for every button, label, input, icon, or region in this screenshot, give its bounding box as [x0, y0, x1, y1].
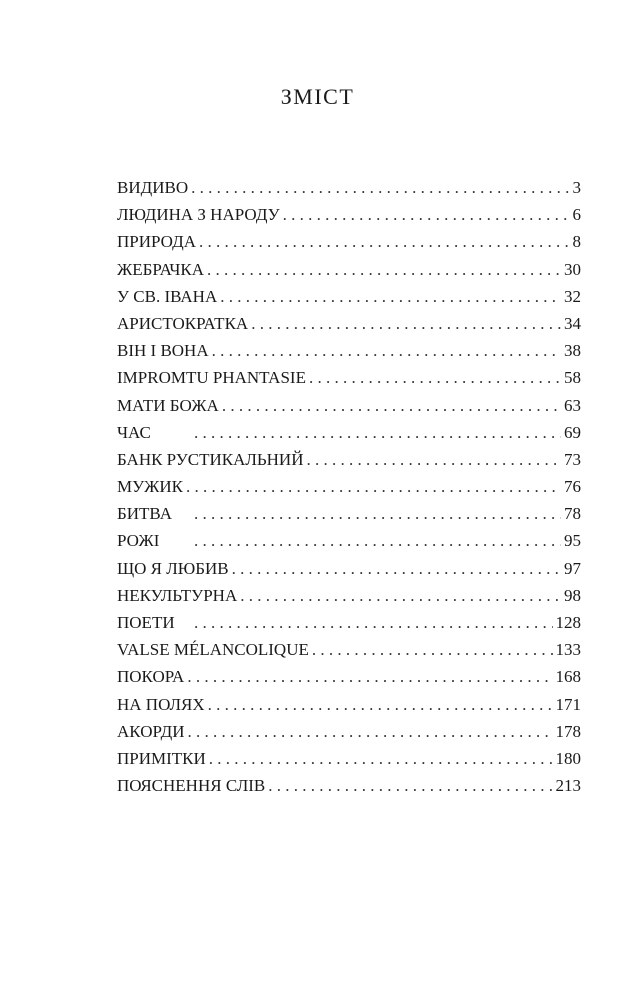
toc-entry-page-number: 133 [555, 640, 581, 660]
toc-entry [117, 337, 581, 364]
dot-leader [212, 337, 561, 364]
toc-entry [117, 392, 581, 419]
toc-entry-page-number: 38 [564, 341, 581, 361]
toc-entry [117, 718, 581, 745]
dot-leader [208, 691, 553, 718]
toc-entry-title: БИТВА [117, 504, 172, 524]
toc-entry [117, 419, 581, 446]
dot-leader [240, 582, 561, 609]
toc-entry [117, 283, 581, 310]
toc-entry [117, 446, 581, 473]
toc-entry-title: АРИСТОКРАТКА [117, 313, 249, 333]
toc-entry-page-number: 30 [564, 259, 581, 279]
toc-entry [117, 527, 581, 554]
toc-entry-page-number: 76 [564, 477, 581, 497]
dot-leader [222, 392, 561, 419]
toc-entry [117, 256, 581, 283]
toc-entry [117, 691, 581, 718]
dot-leader [194, 500, 561, 527]
toc-entry [117, 609, 581, 636]
toc-entry [117, 582, 581, 609]
toc-entry-page-number: 78 [564, 504, 581, 524]
toc-entry-title: РОЖІ [117, 531, 160, 551]
toc-entry-page-number: 73 [564, 449, 581, 469]
dot-leader [220, 283, 561, 310]
dot-leader [251, 310, 561, 337]
toc-entry-title: ВИДИВО [117, 178, 189, 197]
dot-leader [194, 527, 561, 554]
toc-entry-title: ВІН І ВОНА [117, 341, 209, 361]
toc-entry [117, 745, 581, 772]
dot-leader [309, 364, 561, 391]
toc-entry [117, 555, 581, 582]
toc-entry-title: ПОКОРА [117, 667, 185, 687]
toc-entry-title: VALSE MÉLANCOLIQUE [117, 640, 309, 660]
toc-entry-title: МУЖИК [117, 477, 183, 497]
dot-leader [191, 174, 569, 201]
dot-leader [188, 718, 553, 745]
toc-entry-title: ПОЯСНЕННЯ СЛІВ [117, 776, 266, 796]
toc-heading: ЗМІСТ [280, 84, 355, 109]
toc-entry [117, 772, 581, 799]
toc-entry-title: У СВ. ІВАНА [117, 286, 218, 306]
toc-entry-title: МАТИ БОЖА [117, 395, 219, 415]
toc-entry-title: НА ПОЛЯХ [117, 694, 205, 714]
dot-leader [186, 473, 561, 500]
toc-entry-page-number: 213 [555, 776, 581, 796]
toc-entry [117, 663, 581, 690]
toc-entry [117, 174, 581, 201]
toc-entry [117, 364, 581, 391]
toc-entry-page-number: 34 [564, 313, 581, 333]
toc-entry-page-number: 63 [564, 395, 581, 415]
toc-entry [117, 310, 581, 337]
toc-entry-title: ЧАС [117, 422, 151, 442]
toc-entry [117, 201, 581, 228]
toc-entry-page-number: 58 [564, 368, 581, 388]
dot-leader [207, 256, 561, 283]
toc-entry-title: ЩО Я ЛЮБИВ [117, 558, 229, 578]
toc-entry-page-number: 32 [564, 286, 581, 306]
toc-entry [117, 228, 581, 255]
toc-entry-title: ПРИРОДА [117, 232, 196, 252]
dot-leader [187, 663, 552, 690]
toc-entry [117, 473, 581, 500]
toc-entry-page-number: 98 [564, 585, 581, 605]
toc-entry-page-number: 6 [572, 205, 581, 225]
table-of-contents [117, 174, 581, 799]
dot-leader [232, 555, 561, 582]
toc-entry-title: НЕКУЛЬТУРНА [117, 585, 238, 605]
toc-entry-page-number: 171 [555, 694, 581, 714]
toc-entry-page-number: 95 [564, 531, 581, 551]
dot-leader [307, 446, 562, 473]
toc-entry [117, 500, 581, 527]
toc-entry-title: ПОЕТИ [117, 613, 175, 632]
toc-entry-page-number: 8 [572, 232, 581, 252]
toc-entry-title: ПРИМІТКИ [117, 748, 206, 768]
toc-entry-title: ЖЕБРАЧКА [117, 259, 205, 279]
toc-entry-page-number: 168 [555, 667, 581, 687]
toc-entry-page-number: 97 [564, 558, 581, 578]
dot-leader [268, 772, 552, 799]
toc-entry-page-number: 3 [572, 178, 581, 197]
toc-entry [117, 636, 581, 663]
toc-entry-page-number: 128 [555, 613, 581, 632]
dot-leader [199, 228, 570, 255]
dot-leader [194, 609, 553, 636]
toc-entry-title: ЛЮДИНА З НАРОДУ [117, 205, 280, 225]
toc-entry-page-number: 69 [564, 422, 581, 442]
dot-leader [283, 201, 570, 228]
toc-entry-page-number: 180 [555, 748, 581, 768]
toc-entry-title: БАНК РУСТИКАЛЬНИЙ [117, 449, 304, 469]
dot-leader [194, 419, 561, 446]
dot-leader [209, 745, 553, 772]
dot-leader [312, 636, 553, 663]
toc-entry-title: АКОРДИ [117, 721, 185, 741]
toc-entry-page-number: 178 [555, 721, 581, 741]
toc-entry-title: IMPROMTU PHANTASIE [117, 368, 306, 388]
